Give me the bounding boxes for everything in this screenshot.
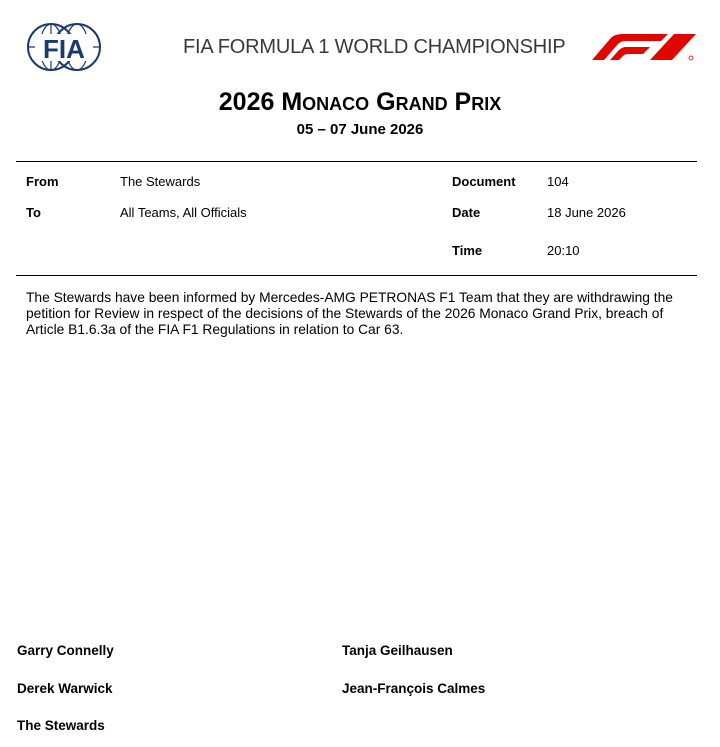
- fia-logo-text: FIA: [43, 34, 85, 64]
- from-value: The Stewards: [120, 174, 201, 189]
- f1-logo-icon: [588, 30, 698, 62]
- steward-name: Garry Connelly: [17, 643, 114, 658]
- steward-name: Derek Warwick: [17, 681, 113, 696]
- signature-closing: The Stewards: [17, 718, 105, 733]
- event-dates: 05 – 07 June 2026: [296, 121, 424, 138]
- document-value: 104: [547, 174, 569, 189]
- time-value: 20:10: [547, 243, 580, 258]
- meta-divider: [16, 275, 697, 276]
- fia-logo-icon: [26, 22, 102, 72]
- from-label: From: [26, 174, 59, 189]
- header-divider: [16, 161, 697, 162]
- steward-name: Jean-François Calmes: [342, 681, 486, 696]
- event-title: [0, 88, 720, 117]
- steward-name: Tanja Geilhausen: [342, 643, 453, 658]
- time-label: Time: [452, 243, 483, 258]
- championship-title: FIA FORMULA 1 WORLD CHAMPIONSHIP: [183, 36, 566, 58]
- date-value: 18 June 2026: [547, 205, 626, 220]
- event-name: Monaco Grand Prix: [281, 88, 502, 116]
- document-label: Document: [452, 174, 516, 189]
- event-year: 2026: [218, 88, 275, 116]
- to-label: To: [26, 205, 41, 220]
- to-value: All Teams, All Officials: [120, 205, 247, 220]
- decision-text: The Stewards have been informed by Mercedes-AMG PETRONAS F1 Team that they are withdrawing the petition for Review in respect of the decisions of the Stewards of the 2026 Monaco Grand Prix, breach of Article B1.6.3a of the FIA F1 Regulations in relation to Car 63.: [26, 290, 673, 337]
- date-label: Date: [452, 205, 481, 220]
